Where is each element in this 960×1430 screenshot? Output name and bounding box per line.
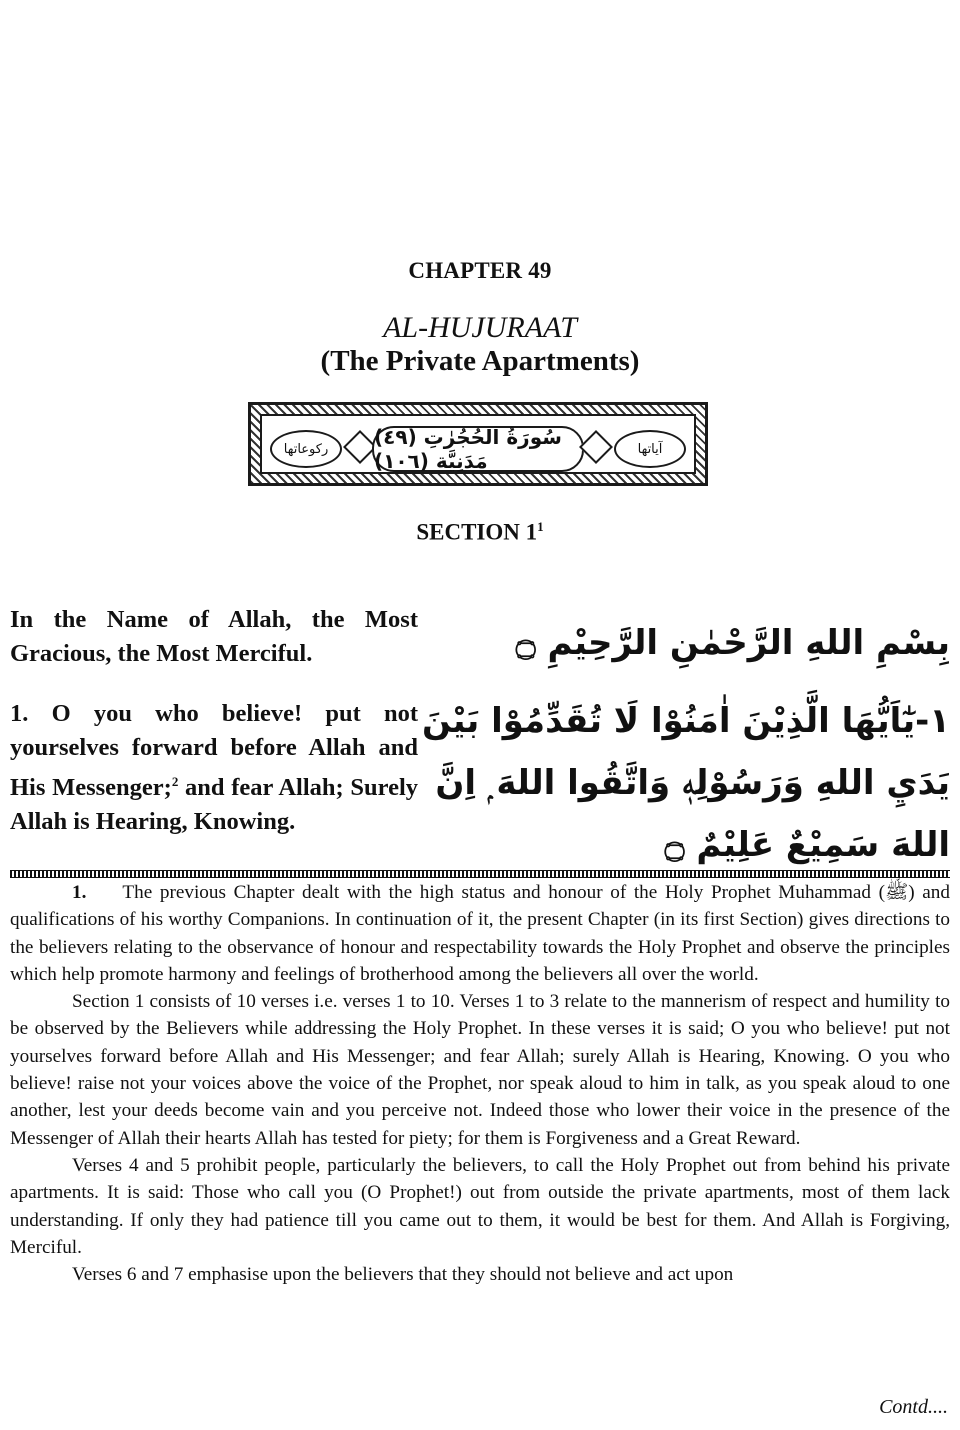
note-paragraph-3: Verses 4 and 5 prohibit people, particularly the believers, to call the Holy Prophet out from behind his private apartments. It is said: Those who call you (O Prophet!) out from outside the private apartments, most of them lack understanding. If only they had patience till you came out to them, it would be best for them. And Allah is Forgiving, Merciful. xyxy=(10,1154,950,1258)
note-1-text: The previous Chapter dealt with the high status and honour of the Holy Prophet Muhammad (ﷺ) and qualifications of his worthy Companions. In continuation of it, the present Chapter (in its first Section) gives directions to the believers relating to the observance of honour and respectability towards the Holy Prophet and observe the principles which help promote harmony and feelings of brotherhood among the believers all over the world. xyxy=(10,882,950,985)
continued-label: Contd.... xyxy=(879,1396,948,1418)
note-number: 1. xyxy=(72,882,87,903)
chapter-translation: (The Private Apartments) xyxy=(320,345,640,377)
section-heading xyxy=(0,519,960,546)
verse-1-arabic: ١-يٰٓاَيُّهَا الَّذِيْنَ اٰمَنُوْا لَا تُقَدِّمُوْا بَيْنَ يَدَيِ اللهِ وَرَسُوْلِهٖ وَاتَّقُوا اللهَ ۭ اِنَّ اللهَ سَمِيْعٌ عَلِيْمٌ ۝ xyxy=(421,701,950,865)
section-title: SECTION 1 xyxy=(416,519,538,545)
surah-title-banner xyxy=(248,402,708,486)
banner-surah-title: (٤٩) سُورَةُ الحُجُرٰتِ مَدَنِيَّة (١٠٦) xyxy=(372,426,584,472)
banner-ayat-count: آياتها xyxy=(614,430,686,468)
footnote-ref-2: 2 xyxy=(171,774,179,789)
verse-1-english xyxy=(10,697,418,839)
banner-inner-frame xyxy=(260,414,696,474)
banner-verses-count: ركوعاتها xyxy=(270,430,342,468)
chapter-number: CHAPTER 49 xyxy=(408,258,552,283)
banner-ornament-right xyxy=(579,430,613,464)
note-paragraph-1 xyxy=(10,879,950,988)
bismillah-english: In the Name of Allah, the Most Gracious, the Most Merciful. xyxy=(10,606,418,667)
footnote-ref-1: 1 xyxy=(537,519,544,534)
verse-1-text-part1: 1. O you who believe! put not yourselves forward before Allah and His Messenger; xyxy=(10,700,418,802)
verse-1-text-part2: and fear Allah; Surely Allah is Hearing, Knowing. xyxy=(10,774,419,836)
footnote-separator xyxy=(10,870,950,878)
chapter-name: AL-HUJURAAT xyxy=(383,311,577,344)
note-paragraph-2: Section 1 consists of 10 verses i.e. verses 1 to 10. Verses 1 to 3 relate to the mannerism of respect and humility to be observed by the Believers while addressing the Holy Prophet. In these verses it is said; O you who believe! put not yourselves forward before Allah and His Messenger; and fear Allah; surely Allah is Hearing, Knowing. O you who believe! raise not your voices above the voice of the Prophet, nor speak aloud to him in talk, as you speak aloud to one another, lest your deeds become vain and you perceive not. Indeed those who lower their voice in the presence of the Messenger of Allah their hearts Allah has tested for piety; for them is Forgiveness and a Great Reward. xyxy=(10,991,950,1149)
bismillah-arabic: بِسْمِ اللهِ الرَّحْمٰنِ الرَّحِيْمِ ۝ xyxy=(515,623,950,663)
note-paragraph-4: Verses 6 and 7 emphasise upon the believers that they should not believe and act upon xyxy=(72,1264,734,1286)
footnotes xyxy=(10,879,950,1288)
